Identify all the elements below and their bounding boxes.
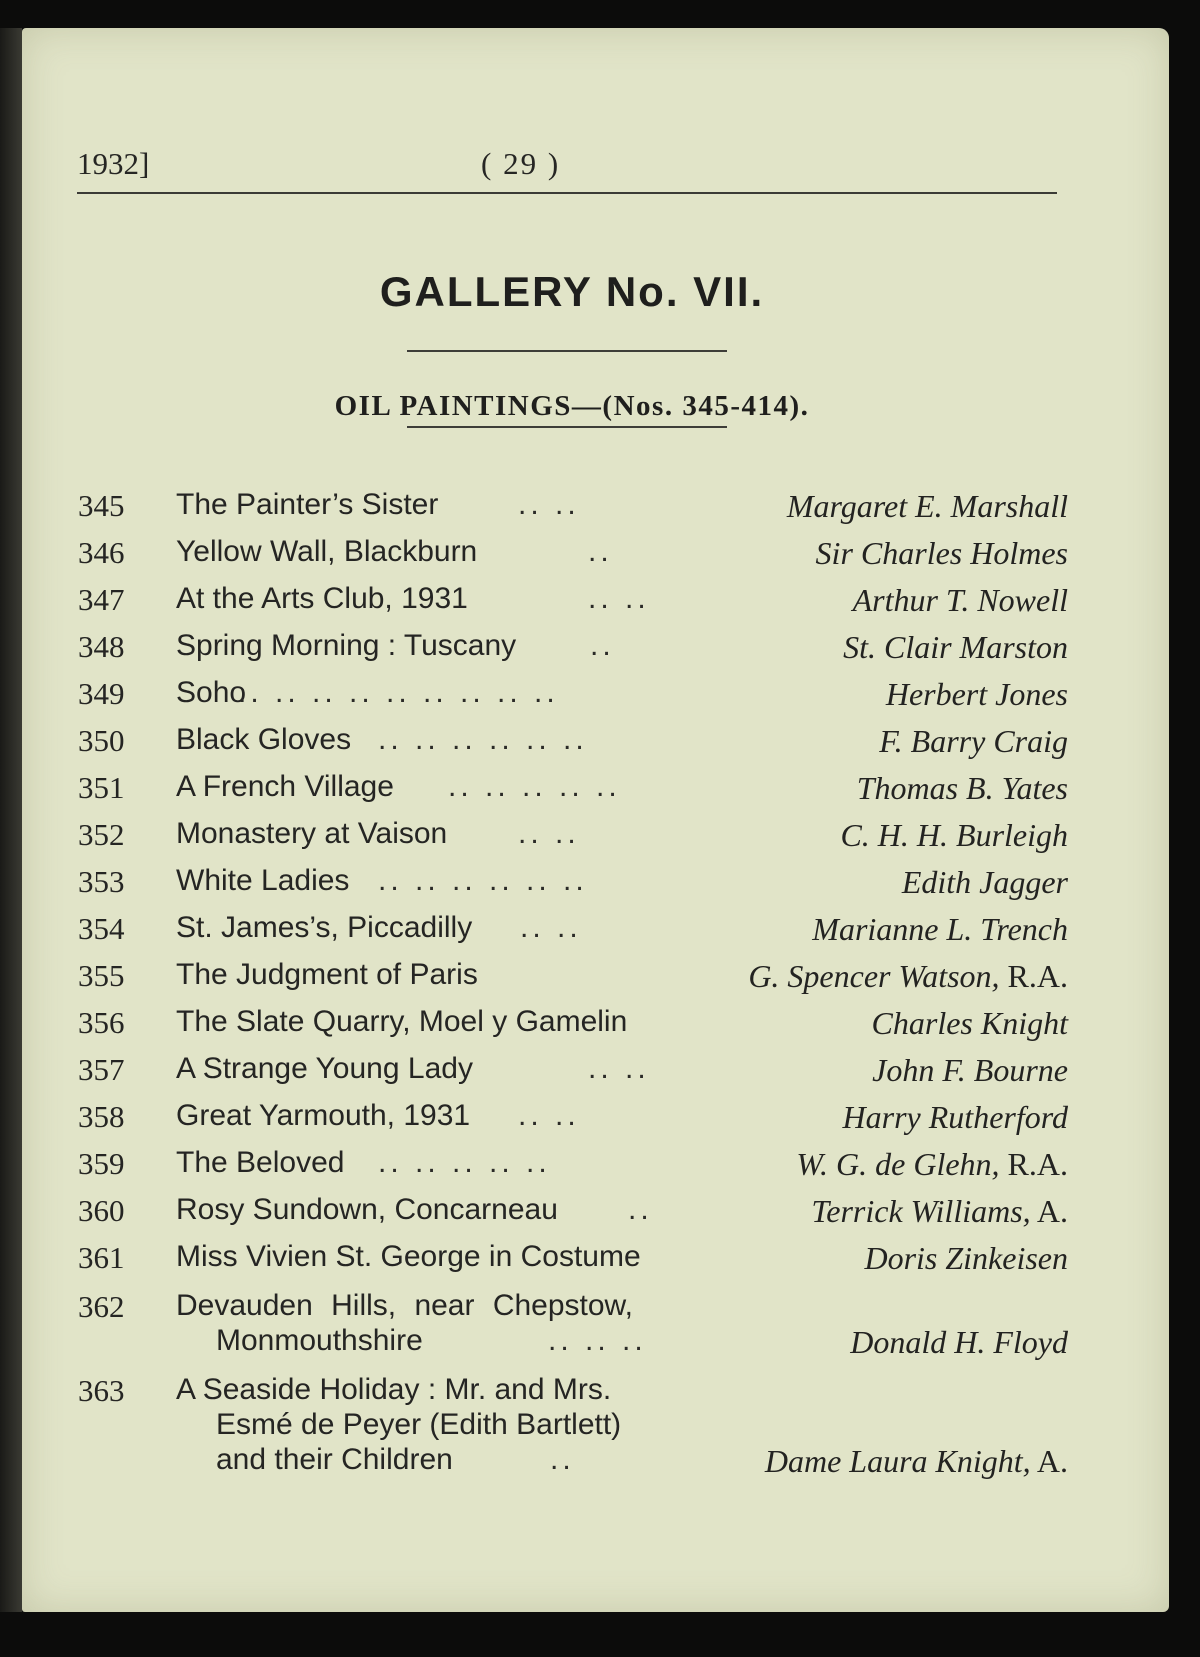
entry-title: A French Village	[176, 770, 394, 803]
header-rule	[77, 192, 1057, 194]
entry-number: 348	[78, 629, 125, 664]
entry-artist: Arthur T. Nowell	[852, 582, 1068, 618]
title-rule-top	[407, 350, 727, 352]
catalogue-entry	[78, 1005, 1068, 1052]
entry-artist: Sir Charles Holmes	[815, 535, 1068, 571]
catalogue-entry	[78, 582, 1068, 629]
entry-number: 363	[78, 1373, 125, 1408]
entry-artist: Charles Knight	[871, 1005, 1068, 1041]
entry-title: Black Gloves	[176, 723, 352, 756]
entry-number: 346	[78, 535, 125, 570]
dot-leader: .. ..	[588, 582, 650, 615]
entry-number: 345	[78, 488, 125, 523]
entry-title: At the Arts Club, 1931	[176, 582, 468, 615]
entry-title: St. James’s, Piccadilly	[176, 911, 473, 944]
entry-number: 349	[78, 676, 125, 711]
entry-artist: John F. Bourne	[872, 1052, 1068, 1088]
year-label: 1932]	[77, 146, 150, 181]
section-title: OIL PAINTINGS—(Nos. 345-414).	[334, 390, 810, 422]
catalogue-entry	[78, 1240, 1068, 1287]
entry-title-line-2: Esmé de Peyer (Edith Bartlett)	[216, 1408, 622, 1441]
entry-title-line-2: Monmouthshire	[216, 1324, 423, 1357]
catalogue-entry	[78, 1146, 1068, 1193]
gallery-title: GALLERY No. VII.	[379, 268, 765, 315]
entry-title: The Judgment of Paris	[176, 958, 478, 991]
catalogue-entry	[78, 817, 1068, 864]
catalogue-entry	[78, 676, 1068, 723]
entry-line	[78, 1373, 1068, 1408]
entry-title: Soho	[176, 676, 247, 709]
entry-title: Miss Vivien St. George in Costume	[176, 1240, 641, 1273]
running-head	[77, 146, 1057, 194]
catalogue-entry	[78, 1373, 1068, 1478]
catalogue-entry	[78, 1193, 1068, 1240]
dot-leader: .. .. .. .. ..	[378, 1146, 551, 1179]
catalogue-entry	[78, 1052, 1068, 1099]
entry-artist: Donald H. Floyd	[850, 1324, 1068, 1360]
entry-number: 351	[78, 770, 125, 805]
dot-leader: ..	[550, 1443, 575, 1476]
catalogue-entry	[78, 535, 1068, 582]
entry-artist: Dame Laura Knight, A.	[764, 1443, 1068, 1479]
entry-number: 355	[78, 958, 125, 993]
dot-leader: ..	[588, 535, 613, 568]
catalogue-entry	[78, 911, 1068, 958]
entry-number: 359	[78, 1146, 125, 1181]
entry-title: Spring Morning : Tuscany	[176, 629, 517, 662]
entry-title: The Painter’s Sister	[176, 488, 439, 521]
entry-artist: Herbert Jones	[885, 676, 1068, 712]
entry-title-line-3: and their Children	[216, 1443, 453, 1476]
catalogue-entry	[78, 770, 1068, 817]
entry-line	[78, 1324, 1068, 1359]
entry-artist: St. Clair Marston	[843, 629, 1068, 665]
dot-leader: .. ..	[518, 488, 580, 521]
entry-line	[78, 1443, 1068, 1478]
entry-number: 347	[78, 582, 125, 617]
entry-artist: Doris Zinkeisen	[864, 1240, 1068, 1276]
dot-leader: .. ..	[520, 911, 582, 944]
entry-number: 361	[78, 1240, 125, 1275]
entry-number: 358	[78, 1099, 125, 1134]
catalogue-page	[22, 28, 1169, 1612]
entry-line	[78, 1289, 1068, 1324]
dot-leader: .. ..	[518, 817, 580, 850]
entry-artist: Terrick Williams, A.	[811, 1193, 1068, 1229]
catalogue-entry	[78, 1099, 1068, 1146]
entry-number: 353	[78, 864, 125, 899]
dot-leader: .. .. ..	[548, 1324, 647, 1357]
catalogue-entry	[78, 1289, 1068, 1359]
entry-artist: F. Barry Craig	[879, 723, 1068, 759]
book-gutter	[0, 28, 22, 1612]
entry-artist: C. H. H. Burleigh	[840, 817, 1068, 853]
entry-artist: Edith Jagger	[901, 864, 1068, 900]
catalogue-entry	[78, 629, 1068, 676]
entry-title: Monastery at Vaison	[176, 817, 448, 850]
dot-leader: ..	[590, 629, 615, 662]
entry-number: 362	[78, 1289, 125, 1324]
dot-leader: .. .. .. .. .. .. .. .. ..	[238, 676, 559, 709]
entry-number: 360	[78, 1193, 125, 1228]
dot-leader: .. .. .. .. .. ..	[378, 723, 588, 756]
entry-number: 354	[78, 911, 125, 946]
entry-title: The Beloved	[176, 1146, 345, 1179]
page-number: ( 29 )	[481, 146, 561, 181]
dot-leader: ..	[628, 1193, 653, 1226]
entry-title: Rosy Sundown, Concarneau	[176, 1193, 558, 1226]
entry-artist: G. Spencer Watson, R.A.	[748, 958, 1068, 994]
entry-artist: Harry Rutherford	[842, 1099, 1068, 1135]
entry-title: A Strange Young Lady	[176, 1052, 473, 1085]
entry-artist: Thomas B. Yates	[856, 770, 1068, 806]
entry-title: The Slate Quarry, Moel y Gamelin	[176, 1005, 628, 1038]
dot-leader: .. .. .. .. .. ..	[378, 864, 588, 897]
entry-title: White Ladies	[176, 864, 350, 897]
entry-artist: Margaret E. Marshall	[786, 488, 1068, 524]
entry-list	[78, 488, 1068, 1478]
entry-number: 352	[78, 817, 125, 852]
entry-number: 356	[78, 1005, 125, 1040]
entry-number: 357	[78, 1052, 125, 1087]
dot-leader: .. ..	[588, 1052, 650, 1085]
catalogue-entry	[78, 958, 1068, 1005]
dot-leader: .. ..	[518, 1099, 580, 1132]
catalogue-entry	[78, 723, 1068, 770]
title-rule-bottom	[407, 426, 727, 428]
entry-title-line-1: A Seaside Holiday : Mr. and Mrs.	[176, 1373, 612, 1406]
entry-title: Great Yarmouth, 1931	[176, 1099, 471, 1132]
entry-line	[78, 1408, 1068, 1443]
entry-number: 350	[78, 723, 125, 758]
dot-leader: .. .. .. .. ..	[448, 770, 621, 803]
catalogue-entry	[78, 864, 1068, 911]
entry-title: Yellow Wall, Blackburn	[176, 535, 478, 568]
entry-artist: Marianne L. Trench	[812, 911, 1068, 947]
catalogue-entry	[78, 488, 1068, 535]
entry-artist: W. G. de Glehn, R.A.	[796, 1146, 1068, 1182]
entry-title-line-1: Devauden Hills, near Chepstow,	[176, 1289, 633, 1322]
